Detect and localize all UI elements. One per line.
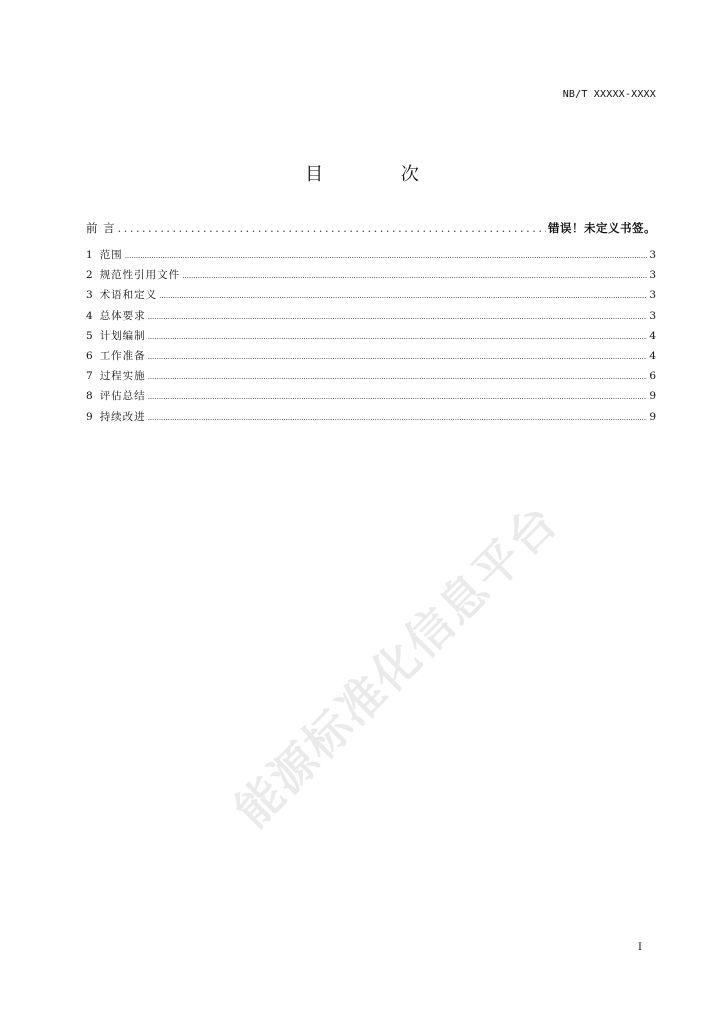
toc-entry[interactable] (86, 407, 656, 427)
toc-entry-preface[interactable] (86, 219, 656, 245)
toc-entry-number: 3 (86, 289, 93, 302)
toc-entry[interactable] (86, 346, 656, 366)
toc-entry-page: 4 (649, 329, 656, 342)
toc-leader-dots (148, 307, 648, 327)
toc-leader-dots (118, 220, 546, 238)
toc-entry-title: 过程实施 (99, 370, 146, 383)
toc-entry-page: 9 (649, 410, 656, 423)
toc-entry-page: 4 (649, 349, 656, 362)
toc-leader-dots (125, 246, 648, 266)
toc-leader-dots (148, 327, 648, 347)
toc-entry-page: 3 (649, 269, 656, 282)
toc-leader-dots (148, 387, 648, 407)
toc-entry-title: 术语和定义 (99, 289, 158, 302)
toc-leader-dots (148, 347, 648, 367)
toc-entry-title: 范围 (99, 249, 123, 261)
toc-entry-number: 5 (86, 329, 93, 342)
toc-entry-title: 规范性引用文件 (99, 269, 181, 282)
toc-entry[interactable] (86, 366, 656, 386)
toc-entry-title: 前 言 (86, 221, 116, 235)
toc-entry-title: 总体要求 (99, 309, 146, 322)
standard-code: NB/T XXXXX-XXXX (562, 89, 656, 100)
toc-entry-number: 7 (86, 370, 93, 383)
toc-leader-dots (148, 408, 648, 428)
toc-entry-page: 3 (649, 289, 656, 302)
toc-entry-number: 1 (86, 249, 93, 261)
toc-entry[interactable] (86, 245, 656, 265)
toc-entry-page: 3 (649, 249, 656, 261)
toc-leader-dots (159, 286, 647, 306)
toc-entry-page: 3 (649, 309, 656, 322)
toc-entry-page: 6 (649, 370, 656, 383)
toc-leader-dots (148, 367, 648, 387)
toc-entry-page: 错误！未定义书签。 (548, 221, 656, 235)
watermark: 能源标准化信息平台 (224, 494, 569, 838)
toc-entry-title: 持续改进 (99, 410, 146, 423)
toc-entry[interactable] (86, 265, 656, 285)
page-title: 目 次 (305, 164, 455, 185)
toc-entry[interactable] (86, 285, 656, 305)
toc-entry-number: 2 (86, 269, 93, 282)
toc-entry[interactable] (86, 306, 656, 326)
toc-entry-title: 计划编制 (99, 329, 146, 342)
toc-entry-title: 工作准备 (99, 349, 146, 362)
toc-entry-number: 8 (86, 390, 93, 403)
toc-leader-dots (182, 266, 647, 286)
toc-entry-number: 6 (86, 349, 93, 362)
toc-entry-page: 9 (649, 390, 656, 403)
toc-entry-number: 4 (86, 309, 93, 322)
page-number: I (638, 942, 642, 953)
table-of-contents (86, 219, 656, 427)
toc-entry-title: 评估总结 (99, 390, 146, 403)
toc-entry[interactable] (86, 326, 656, 346)
toc-entry-number: 9 (86, 410, 93, 423)
toc-entry[interactable] (86, 386, 656, 406)
